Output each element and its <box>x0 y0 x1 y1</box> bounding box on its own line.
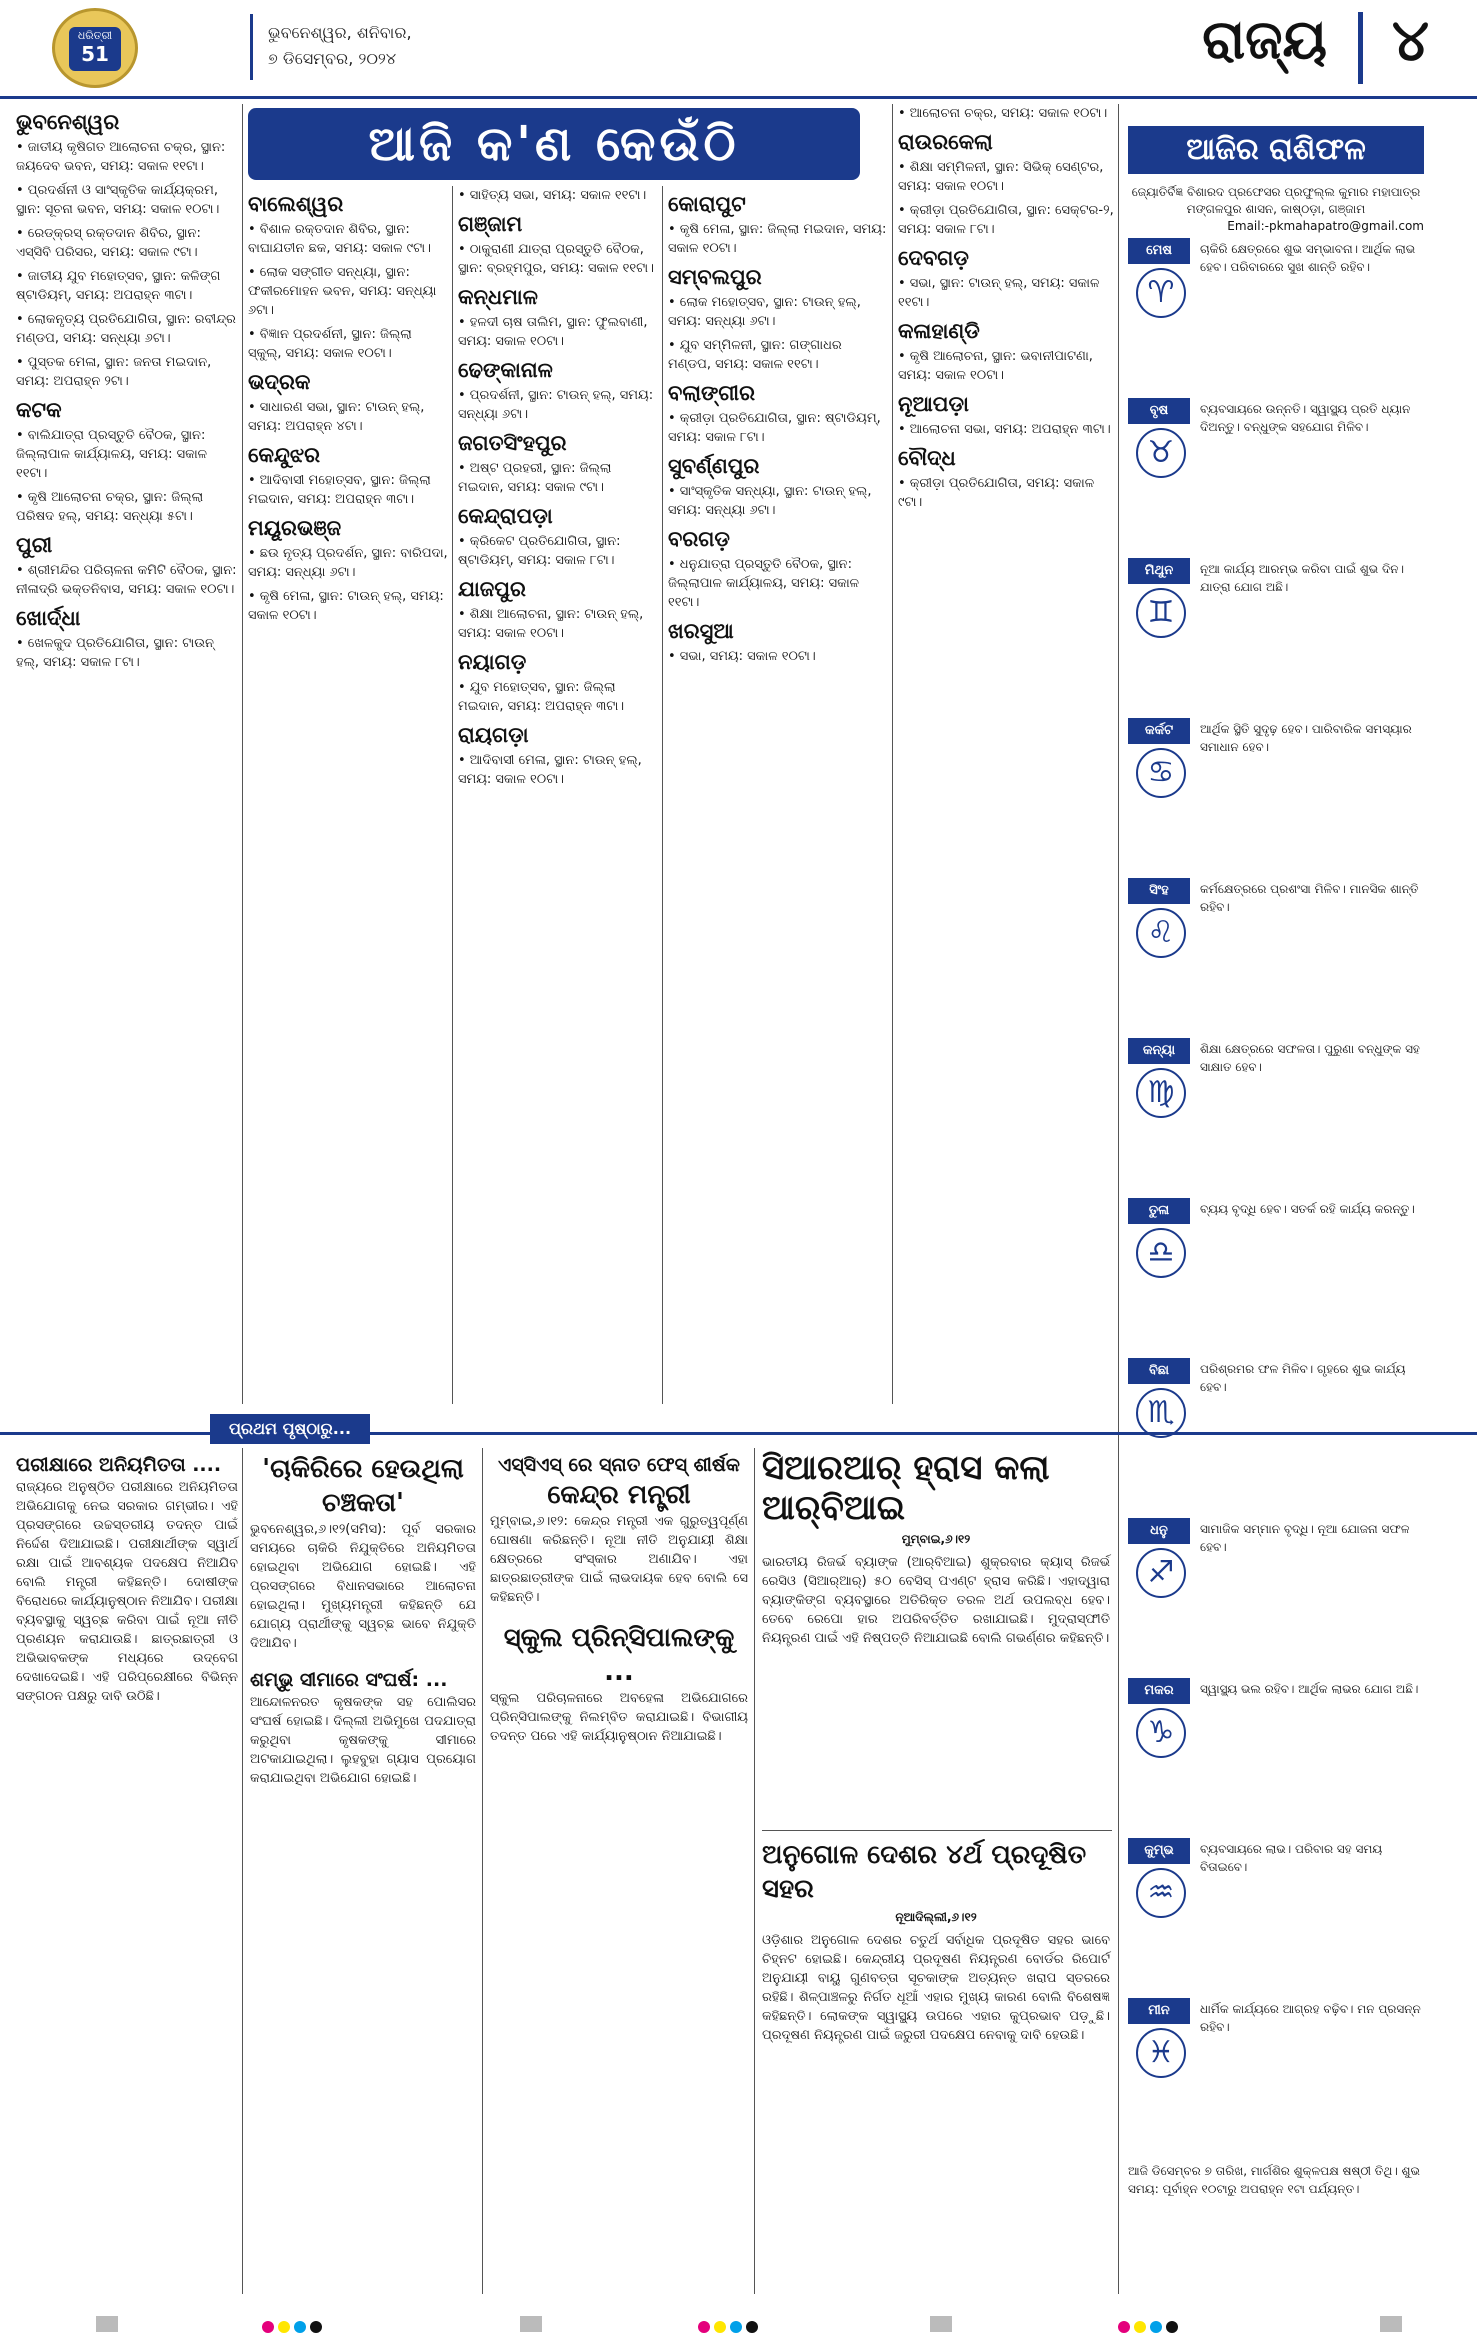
rashi-name: ବୃଷ <box>1128 398 1190 424</box>
event-listing: • କୃଷି ମେଳା, ସ୍ଥାନ: ଟାଉନ୍ ହଲ୍, ସମୟ: ସକାଳ ୧୦ଟା। <box>248 589 444 623</box>
story-exam-irregularity <box>16 1452 238 1706</box>
event-listing: • ଠାକୁରାଣୀ ଯାତ୍ରା ପ୍ରସ୍ତୁତି ବୈଠକ, ସ୍ଥାନ: ବ୍ରହ୍ମପୁର, ସମୟ: ସକାଳ ୧୧ଟା। <box>458 242 654 276</box>
event-listing: • ବିଜ୍ଞାନ ପ୍ରଦର୍ଶନୀ, ସ୍ଥାନ: ଜିଲ୍ଲା ସ୍କୁଲ୍, ସମୟ: ସକାଳ ୧୦ଟା। <box>248 327 412 361</box>
event-listing: • ସାହିତ୍ୟ ସଭା, ସମୟ: ସକାଳ ୧୧ଟା। <box>458 188 647 203</box>
district-heading: ଭଦ୍ରକ <box>248 370 311 394</box>
event-listing: • ପୁସ୍ତକ ମେଳା, ସ୍ଥାନ: ଜନତା ମଇଦାନ, ସମୟ: ଅପରାହ୍ନ ୨ଟା। <box>16 355 212 389</box>
section-title: ରାଜ୍ୟ <box>1202 8 1327 71</box>
date-line-1: ଭୁବନେଶ୍ୱର, ଶନିବାର, <box>268 23 412 42</box>
rashi-prediction: ବ୍ୟୟ ବୃଦ୍ଧି ହେବ। ସତର୍କ ରହି କାର୍ଯ୍ୟ କରନ୍ତୁ। <box>1200 1202 1415 1216</box>
event-listing: • ଆଲୋଚନା ସଭା, ସମୟ: ଅପରାହ୍ନ ୩ଟା। <box>898 422 1111 437</box>
district-heading: ନୟାଗଡ଼ <box>458 650 527 674</box>
story-union-minister <box>490 1452 748 1746</box>
event-listing: • ପ୍ରଦର୍ଶନୀ ଓ ସାଂସ୍କୃତିକ କାର୍ଯ୍ୟକ୍ରମ, ସ୍ଥାନ: ସୂଚନା ଭବନ, ସମୟ: ସକାଳ ୧୦ଟା। <box>16 183 220 217</box>
district-heading: ଭୁବନେଶ୍ୱର <box>16 110 120 134</box>
story-body: ଆନ୍ଦୋଳନରତ କୃଷକଙ୍କ ସହ ପୋଲିସର ସଂଘର୍ଷ ହୋଇଛି। ଦିଲ୍ଲୀ ଅଭିମୁଖେ ପଦଯାତ୍ରା କରୁଥିବା କୃଷକଙ୍କୁ ସୀମାରେ ଅଟକାଯାଇଥିଲା। ଲୁହବୁହା ଗ୍ୟାସ ପ୍ରୟୋଗ କରାଯାଇଥିବା ଅଭିଯୋଗ ହୋଇଛି। <box>250 1695 476 1786</box>
district-heading: ସୁବର୍ଣ୍ଣପୁର <box>668 454 760 478</box>
event-listing: • ସାଧାରଣ ସଭା, ସ୍ଥାନ: ଟାଉନ୍ ହଲ୍, ସମୟ: ଅପରାହ୍ନ ୪ଟା। <box>248 400 425 434</box>
district-heading: ଦେବଗଡ଼ <box>898 246 969 270</box>
story-headline: ସିଆରଆର୍ ହ୍ରାସ କଲା ଆର୍‌ବିଆଇ <box>762 1448 1050 1528</box>
event-listing: • ଆଲୋଚନା ଚକ୍ର, ସମୟ: ସକାଳ ୧୦ଟା। <box>898 106 1108 121</box>
rashi-prediction: ସ୍ୱାସ୍ଥ୍ୟ ଭଲ ରହିବ। ଆର୍ଥିକ ଲାଭର ଯୋଗ ଅଛି। <box>1200 1682 1419 1696</box>
story-headline: ପରୀକ୍ଷାରେ ଅନିୟମିତତା .... <box>16 1454 222 1476</box>
page-number: ୪ <box>1391 6 1429 74</box>
rashi-item <box>1128 1038 1424 1188</box>
zodiac-icon: ♓ <box>1136 2028 1186 2078</box>
district-heading: ବରଗଡ଼ <box>668 527 730 551</box>
column-rule <box>1118 104 1119 2294</box>
district-heading: କଳାହାଣ୍ଡି <box>898 319 980 343</box>
event-listing: • ଯୁବ ସମ୍ମିଳନୀ, ସ୍ଥାନ: ଗଙ୍ଗାଧର ମଣ୍ଡପ, ସମୟ: ସକାଳ ୧୧ଟା। <box>668 338 842 372</box>
cmyk-dots <box>262 2318 326 2337</box>
event-listing: • କୃଷି ମେଳା, ସ୍ଥାନ: ଜିଲ୍ଲା ମଇଦାନ, ସମୟ: ସକାଳ ୧୦ଟା। <box>668 222 887 256</box>
listings-column-3 <box>458 186 658 794</box>
story-dateline: ନୂଆଦିଲ୍ଲୀ,୬।୧୨ <box>895 1910 977 1924</box>
event-listing: • ଲୋକନୃତ୍ୟ ପ୍ରତିଯୋଗିତା, ସ୍ଥାନ: ରବୀନ୍ଦ୍ର ମଣ୍ଡପ, ସମୟ: ସନ୍ଧ୍ୟା ୬ଟା। <box>16 312 236 346</box>
listings-column-5 <box>898 104 1114 517</box>
zodiac-icon: ♏ <box>1136 1388 1186 1438</box>
rashi-name: ଧନୁ <box>1128 1518 1190 1544</box>
district-heading: ଢେଙ୍କାନାଳ <box>458 358 553 382</box>
event-listing: • ଆଦିବାସୀ ମେଳା, ସ୍ଥାନ: ଟାଉନ୍ ହଲ୍, ସମୟ: ସକାଳ ୧୦ଟା। <box>458 753 642 787</box>
story-job-fraud <box>250 1452 476 1788</box>
rashi-prediction: ଚାକିରି କ୍ଷେତ୍ରରେ ଶୁଭ ସମ୍ଭାବନା। ଆର୍ଥିକ ଲାଭ ହେବ। ପରିବାରରେ ସୁଖ ଶାନ୍ତି ରହିବ। <box>1200 242 1416 274</box>
rashi-item <box>1128 1198 1424 1348</box>
event-listing: • ଆଦିବାସୀ ମହୋତ୍ସବ, ସ୍ଥାନ: ଜିଲ୍ଲା ମଇଦାନ, ସମୟ: ଅପରାହ୍ନ ୩ଟା। <box>248 473 431 507</box>
district-heading: କେନ୍ଦ୍ରାପଡ଼ା <box>458 504 553 528</box>
event-listing: • ସାଂସ୍କୃତିକ ସନ୍ଧ୍ୟା, ସ୍ଥାନ: ଟାଉନ୍ ହଲ୍, ସମୟ: ସନ୍ଧ୍ୟା ୬ଟା। <box>668 484 872 518</box>
zodiac-icon: ♋ <box>1136 748 1186 798</box>
section-bar <box>1358 12 1363 84</box>
rashi-item <box>1128 1678 1424 1828</box>
rashi-name: ମୀନ <box>1128 1998 1190 2024</box>
column-rule <box>242 104 243 1404</box>
district-heading: ବାଲେଶ୍ୱର <box>248 192 344 216</box>
district-heading: ସମ୍ବଲପୁର <box>668 265 762 289</box>
zodiac-icon: ♉ <box>1136 428 1186 478</box>
event-listing: • ହଳଦୀ ଚାଷ ତାଲିମ, ସ୍ଥାନ: ଫୁଲବାଣୀ, ସମୟ: ସକାଳ ୧୦ଟା। <box>458 315 648 349</box>
rashi-name: କୁମ୍ଭ <box>1128 1838 1190 1864</box>
event-listing: • ବାଲିଯାତ୍ରା ପ୍ରସ୍ତୁତି ବୈଠକ, ସ୍ଥାନ: ଜିଲ୍ଲାପାଳ କାର୍ଯ୍ୟାଳୟ, ସମୟ: ସକାଳ ୧୧ଟା। <box>16 428 208 481</box>
event-listing: • ଛଉ ନୃତ୍ୟ ପ୍ରଦର୍ଶନ, ସ୍ଥାନ: ବାରିପଦା, ସମୟ: ସନ୍ଧ୍ୟା ୬ଟା। <box>248 546 448 580</box>
story-rule <box>762 1830 1112 1831</box>
story-body: ମୁମ୍ବାଇ,୬।୧୨: କେନ୍ଦ୍ର ମନ୍ତ୍ରୀ ଏକ ଗୁରୁତ୍ୱପୂର୍ଣ୍ଣ ଘୋଷଣା କରିଛନ୍ତି। ନୂଆ ନୀତି ଅନୁଯାୟୀ ଶିକ୍ଷା କ୍ଷେତ୍ରରେ ସଂସ୍କାର ଅଣାଯିବ। ଏହା ଛାତ୍ରଛାତ୍ରୀଙ୍କ ପାଇଁ ଲାଭଦାୟକ ହେବ ବୋଲି ସେ କହିଛନ୍ତି। <box>490 1514 748 1605</box>
event-listing: • କ୍ରୀଡ଼ା ପ୍ରତିଯୋଗିତା, ସ୍ଥାନ: ଷ୍ଟାଡିୟମ୍, ସମୟ: ସକାଳ ୮ଟା। <box>668 411 881 445</box>
event-listing: • ଖେଳକୁଦ ପ୍ରତିଯୋଗିତା, ସ୍ଥାନ: ଟାଉନ୍ ହଲ୍, ସମୟ: ସକାଳ ୮ଟା। <box>16 636 214 670</box>
front-page-continued-tag: ପ୍ରଥମ ପୃଷ୍ଠାରୁ... <box>210 1414 370 1444</box>
print-marks <box>0 2310 1477 2339</box>
astrologer-address: ମଙ୍ଗଳପୁର ଶାସନ, କାଷ୍ଠଡ଼ା, ଗଞ୍ଜାମ <box>1186 202 1366 216</box>
gray-patch <box>520 2316 542 2332</box>
story-headline: ସ୍କୁଲ ପ୍ରିନ୍ସିପାଲଙ୍କୁ ... <box>503 1623 735 1687</box>
event-listing: • କ୍ରିକେଟ ପ୍ରତିଯୋଗିତା, ସ୍ଥାନ: ଷ୍ଟାଡିୟମ୍, ସମୟ: ସକାଳ ୮ଟା। <box>458 534 621 568</box>
rashi-item <box>1128 1518 1424 1668</box>
rashifal-footer: ଆଜି ଡିସେମ୍ବର ୭ ତାରିଖ, ମାର୍ଗଶିର ଶୁକ୍ଳପକ୍ଷ ଷଷ୍ଠୀ ତିଥି। ଶୁଭ ସମୟ: ପୂର୍ବାହ୍ନ ୧୦ଟାରୁ ଅପରାହ୍ନ ୧ଟା ପର୍ଯ୍ୟନ୍ତ। <box>1128 2164 1420 2196</box>
district-heading: ରାଉରକେଲା <box>898 130 993 154</box>
column-rule <box>754 1448 755 2294</box>
district-heading: ବୌଦ୍ଧ <box>898 446 956 470</box>
rashi-item <box>1128 1998 1424 2148</box>
rashi-name: ସିଂହ <box>1128 878 1190 904</box>
district-heading: ରାୟଗଡ଼ା <box>458 723 529 747</box>
rashi-prediction: ଧାର୍ମିକ କାର୍ଯ୍ୟରେ ଆଗ୍ରହ ବଢ଼ିବ। ମନ ପ୍ରସନ୍ନ ରହିବ। <box>1200 2002 1421 2034</box>
event-listing: • ଜାତୀୟ ଯୁବ ମହୋତ୍ସବ, ସ୍ଥାନ: କଳିଙ୍ଗ ଷ୍ଟାଡିୟମ୍, ସମୟ: ଅପରାହ୍ନ ୩ଟା। <box>16 269 221 303</box>
story-subhead: କେନ୍ଦ୍ର ମନ୍ତ୍ରୀ <box>547 1480 691 1510</box>
rashi-name: ତୁଳା <box>1128 1198 1190 1224</box>
story-headline: ଏସ୍‌ସିଏସ୍ ରେ ସ୍ନାତ ଫେସ୍ ଶୀର୍ଷକ <box>498 1454 740 1476</box>
rashi-name: ମେଷ <box>1128 238 1190 264</box>
event-listing: • ଜାତୀୟ କୃଷିଗତ ଆଲୋଚନା ଚକ୍ର, ସ୍ଥାନ: ଜୟଦେବ ଭବନ, ସମୟ: ସକାଳ ୧୧ଟା। <box>16 140 226 174</box>
district-heading: ନୂଆପଡ଼ା <box>898 392 969 416</box>
cmyk-dots <box>698 2318 762 2337</box>
rashi-item <box>1128 398 1424 548</box>
rashi-prediction: କର୍ମକ୍ଷେତ୍ରରେ ପ୍ରଶଂସା ମିଳିବ। ମାନସିକ ଶାନ୍ତି ରହିବ। <box>1200 882 1419 914</box>
rashi-prediction: ଶିକ୍ଷା କ୍ଷେତ୍ରରେ ସଫଳତା। ପୁରୁଣା ବନ୍ଧୁଙ୍କ ସହ ସାକ୍ଷାତ ହେବ। <box>1200 1042 1420 1074</box>
story-body: ରାଜ୍ୟରେ ଅନୁଷ୍ଠିତ ପରୀକ୍ଷାରେ ଅନିୟମିତତା ଅଭିଯୋଗକୁ ନେଇ ସରକାର ଗମ୍ଭୀର। ଏହି ପ୍ରସଙ୍ଗରେ ଉଚ୍ଚସ୍ତରୀୟ ତଦନ୍ତ ପାଇଁ ନିର୍ଦ୍ଦେଶ ଦିଆଯାଇଛି। ପରୀକ୍ଷାର୍ଥୀଙ୍କ ସ୍ୱାର୍ଥ ରକ୍ଷା ପାଇଁ ଆବଶ୍ୟକ ପଦକ୍ଷେପ ନିଆଯିବ ବୋଲି ମନ୍ତ୍ରୀ କହିଛନ୍ତି। ଦୋଷୀଙ୍କ ବିରୋଧରେ କାର୍ଯ୍ୟାନୁଷ୍ଠାନ ନିଆଯିବ। ପରୀକ୍ଷା ବ୍ୟବସ୍ଥାକୁ ସ୍ୱଚ୍ଛ କରିବା ପାଇଁ ନୂଆ ନୀତି ପ୍ରଣୟନ କରାଯାଉଛି। ଛାତ୍ରଛାତ୍ରୀ ଓ ଅଭିଭାବକଙ୍କ ମଧ୍ୟରେ ଉଦ୍‌ବେଗ ଦେଖାଦେଇଛି। ଏହି ପରିପ୍ରେକ୍ଷୀରେ ବିଭିନ୍ନ ସଙ୍ଗଠନ ପକ୍ଷରୁ ଦାବି ଉଠିଛି। <box>16 1480 238 1704</box>
rashi-item <box>1128 878 1424 1028</box>
event-listing: • ପ୍ରଦର୍ଶନୀ, ସ୍ଥାନ: ଟାଉନ୍ ହଲ୍, ସମୟ: ସନ୍ଧ୍ୟା ୬ଟା। <box>458 388 654 422</box>
event-listing: • ଧନୁଯାତ୍ରା ପ୍ରସ୍ତୁତି ବୈଠକ, ସ୍ଥାନ: ଜିଲ୍ଲାପାଳ କାର୍ଯ୍ୟାଳୟ, ସମୟ: ସକାଳ ୧୧ଟା। <box>668 557 860 610</box>
story-headline: ଅନୁଗୋଳ ଦେଶର ୪ର୍ଥ ପ୍ରଦୂଷିତ ସହର <box>762 1840 1087 1904</box>
district-heading: କଟକ <box>16 398 62 422</box>
district-heading: ମୟୂରଭଞ୍ଜ <box>248 516 342 540</box>
story-headline: ଶମ୍ଭୁ ସୀମାରେ ସଂଘର୍ଷ: ... <box>250 1669 448 1691</box>
rashifal-astrologer-block <box>1128 184 1424 235</box>
event-listing: • ଅଷ୍ଟ ପ୍ରହରୀ, ସ୍ଥାନ: ଜିଲ୍ଲା ମଇଦାନ, ସମୟ: ସକାଳ ୯ଟା। <box>458 461 612 495</box>
district-heading: ଖରସୁଆ <box>668 619 734 643</box>
cmyk-dots <box>1118 2318 1182 2337</box>
gray-patch <box>96 2316 118 2332</box>
listings-banner: ଆଜି କ'ଣ କେଉଁଠି <box>248 108 860 180</box>
zodiac-icon: ♐ <box>1136 1548 1186 1598</box>
story-body: ଭୁବନେଶ୍ୱର,୬।୧୨(ସମିସ): ପୂର୍ବ ସରକାର ସମୟରେ ଚାକିରି ନିଯୁକ୍ତିରେ ଅନିୟମିତତା ହୋଇଥିବା ଅଭିଯୋଗ ହୋଇଛି। ଏହି ପ୍ରସଙ୍ଗରେ ବିଧାନସଭାରେ ଆଲୋଚନା ହୋଇଥିଲା। ମୁଖ୍ୟମନ୍ତ୍ରୀ କହିଛନ୍ତି ଯେ ଯୋଗ୍ୟ ପ୍ରାର୍ଥୀଙ୍କୁ ସ୍ୱଚ୍ଛ ଭାବେ ନିଯୁକ୍ତି ଦିଆଯିବ। <box>250 1522 476 1651</box>
anniversary-logo <box>52 8 138 88</box>
column-rule <box>482 1448 483 2294</box>
column-rule <box>892 104 893 1404</box>
rashi-prediction: ବ୍ୟବସାୟରେ ଲାଭ। ପରିବାର ସହ ସମୟ ବିତାଇବେ। <box>1200 1842 1383 1874</box>
rashi-name: କନ୍ୟା <box>1128 1038 1190 1064</box>
masthead-separator <box>250 14 253 80</box>
rashi-prediction: ଆର୍ଥିକ ସ୍ଥିତି ସୁଦୃଢ଼ ହେବ। ପାରିବାରିକ ସମସ୍ୟାର ସମାଧାନ ହେବ। <box>1200 722 1412 754</box>
astrologer-name: ଜ୍ୟୋତିର୍ବିଜ୍ଞ ବିଶାରଦ ପ୍ରଫେସର ପ୍ରଫୁଲ୍ଲ କୁମାର ମହାପାତ୍ର <box>1131 185 1421 199</box>
logo-years: 51 <box>81 42 109 66</box>
story-rbi-crr <box>762 1448 1110 1648</box>
district-heading: ଜଗତସିଂହପୁର <box>458 431 567 455</box>
event-listing: • ଲୋକ ସଙ୍ଗୀତ ସନ୍ଧ୍ୟା, ସ୍ଥାନ: ଫକୀରମୋହନ ଭବନ, ସମୟ: ସନ୍ଧ୍ୟା ୬ଟା। <box>248 265 437 318</box>
rashi-name: ମକର <box>1128 1678 1190 1704</box>
listings-column-2 <box>248 186 448 630</box>
event-listing: • ଶିକ୍ଷା ସମ୍ମିଳନୀ, ସ୍ଥାନ: ସିଭିକ୍ ସେଣ୍ଟର, ସମୟ: ସକାଳ ୧୦ଟା। <box>898 160 1104 194</box>
rashi-prediction: ସାମାଜିକ ସମ୍ମାନ ବୃଦ୍ଧି। ନୂଆ ଯୋଜନା ସଫଳ ହେବ। <box>1200 1522 1410 1554</box>
masthead-date <box>268 20 412 72</box>
story-angul-pollution <box>762 1838 1110 2045</box>
astrologer-email: Email:-pkmahapatro@gmail.com <box>1227 219 1424 233</box>
event-listing: • ଯୁବ ମହୋତ୍ସବ, ସ୍ଥାନ: ଜିଲ୍ଲା ମଇଦାନ, ସମୟ: ଅପରାହ୍ନ ୩ଟା। <box>458 680 625 714</box>
event-listing: • ସଭା, ସମୟ: ସକାଳ ୧୦ଟା। <box>668 649 816 664</box>
zodiac-icon: ♈ <box>1136 268 1186 318</box>
rashi-item <box>1128 558 1424 708</box>
event-listing: • ବିଶାଳ ରକ୍ତଦାନ ଶିବିର, ସ୍ଥାନ: ବାଘାଯତୀନ ଛକ, ସମୟ: ସକାଳ ୯ଟା। <box>248 222 431 256</box>
rashi-name: ମିଥୁନ <box>1128 558 1190 584</box>
column-rule <box>452 186 453 1404</box>
listings-column-1 <box>16 104 238 677</box>
district-heading: ଗଞ୍ଜାମ <box>458 212 523 236</box>
listings-column-4 <box>668 186 888 671</box>
district-heading: ଖୋର୍ଦ୍ଧା <box>16 606 81 630</box>
district-heading: ଯାଜପୁର <box>458 577 526 601</box>
rashi-prediction: ପରିଶ୍ରମର ଫଳ ମିଳିବ। ଗୃହରେ ଶୁଭ କାର୍ଯ୍ୟ ହେବ। <box>1200 1362 1406 1394</box>
gray-patch <box>1380 2316 1402 2332</box>
story-body: ସ୍କୁଲ ପରିଚାଳନାରେ ଅବହେଳା ଅଭିଯୋଗରେ ପ୍ରିନ୍ସିପାଲଙ୍କୁ ନିଲମ୍ବିତ କରାଯାଇଛି। ବିଭାଗୀୟ ତଦନ୍ତ ପରେ ଏହି କାର୍ଯ୍ୟାନୁଷ୍ଠାନ ନିଆଯାଇଛି। <box>490 1691 748 1744</box>
story-dateline: ମୁମ୍ବାଇ,୬।୧୨ <box>901 1532 971 1546</box>
event-listing: • କୃଷି ଆଲୋଚନା ଚକ୍ର, ସ୍ଥାନ: ଜିଲ୍ଲା ପରିଷଦ ହଲ୍, ସମୟ: ସନ୍ଧ୍ୟା ୫ଟା। <box>16 490 204 524</box>
event-listing: • କ୍ରୀଡ଼ା ପ୍ରତିଯୋଗିତା, ସମୟ: ସକାଳ ୯ଟା। <box>898 476 1095 510</box>
district-heading: ବଲାଙ୍ଗୀର <box>668 381 755 405</box>
rashi-prediction: ବ୍ୟବସାୟରେ ଉନ୍ନତି। ସ୍ୱାସ୍ଥ୍ୟ ପ୍ରତି ଧ୍ୟାନ ଦିଅନ୍ତୁ। ବନ୍ଧୁଙ୍କ ସହଯୋଗ ମିଳିବ। <box>1200 402 1411 434</box>
story-body: ଓଡ଼ିଶାର ଅନୁଗୋଳ ଦେଶର ଚତୁର୍ଥ ସର୍ବାଧିକ ପ୍ରଦୂଷିତ ସହର ଭାବେ ଚିହ୍ନଟ ହୋଇଛି। କେନ୍ଦ୍ରୀୟ ପ୍ରଦୂଷଣ ନିୟନ୍ତ୍ରଣ ବୋର୍ଡର ରିପୋର୍ଟ ଅନୁଯାୟୀ ବାୟୁ ଗୁଣବତ୍ତା ସୂଚକାଙ୍କ ଅତ୍ୟନ୍ତ ଖରାପ ସ୍ତରରେ ରହିଛି। ଶିଳ୍ପାଞ୍ଚଳରୁ ନିର୍ଗତ ଧୂଆଁ ଏହାର ମୁଖ୍ୟ କାରଣ ବୋଲି ବିଶେଷଜ୍ଞ କହିଛନ୍ତି। ଲୋକଙ୍କ ସ୍ୱାସ୍ଥ୍ୟ ଉପରେ ଏହାର କୁପ୍ରଭାବ ପଡ଼ୁଛି। ପ୍ରଦୂଷଣ ନିୟନ୍ତ୍ରଣ ପାଇଁ ଜରୁରୀ ପଦକ୍ଷେପ ନେବାକୁ ଦାବି ହେଉଛି। <box>762 1933 1110 2043</box>
rashi-name: ବିଛା <box>1128 1358 1190 1384</box>
masthead <box>0 0 1477 99</box>
rashi-name: କର୍କଟ <box>1128 718 1190 744</box>
logo-name: ଧରିତ୍ରୀ <box>77 29 113 42</box>
zodiac-icon: ♑ <box>1136 1708 1186 1758</box>
story-body: ଭାରତୀୟ ରିଜର୍ଭ ବ୍ୟାଙ୍କ (ଆର୍‌ବିଆଇ) ଶୁକ୍ରବାର କ୍ୟାସ୍ ରିଜର୍ଭ ରେସିଓ (ସିଆର୍‌ଆର୍) ୫୦ ବେସିସ୍ ପଏଣ୍ଟ ହ୍ରାସ କରିଛି। ଏହାଦ୍ୱାରା ବ୍ୟାଙ୍କିଙ୍ଗ ବ୍ୟବସ୍ଥାରେ ଅତିରିକ୍ତ ତରଳ ଅର୍ଥ ଉପଲବ୍ଧ ହେବ। ତେବେ ରେପୋ ହାର ଅପରିବର୍ତ୍ତିତ ରଖାଯାଇଛି। ମୁଦ୍ରାସ୍ଫୀତି ନିୟନ୍ତ୍ରଣ ପାଇଁ ଏହି ନିଷ୍ପତ୍ତି ନିଆଯାଇଛି ବୋଲି ଗଭର୍ଣ୍ଣର କହିଛନ୍ତି। <box>762 1555 1110 1646</box>
event-listing: • କୃଷି ଆଲୋଚନା, ସ୍ଥାନ: ଭବାନୀପାଟଣା, ସମୟ: ସକାଳ ୧୦ଟା। <box>898 349 1093 383</box>
rashi-item <box>1128 1838 1424 1988</box>
rashi-prediction: ନୂଆ କାର୍ଯ୍ୟ ଆରମ୍ଭ କରିବା ପାଇଁ ଶୁଭ ଦିନ। ଯାତ୍ରା ଯୋଗ ଅଛି। <box>1200 562 1404 594</box>
district-heading: ପୁରୀ <box>16 533 53 557</box>
zodiac-icon: ♎ <box>1136 1228 1186 1278</box>
event-listing: • ଶିକ୍ଷା ଆଲୋଚନା, ସ୍ଥାନ: ଟାଉନ୍ ହଲ୍, ସମୟ: ସକାଳ ୧୦ଟା। <box>458 607 644 641</box>
event-listing: • ଲୋକ ମହୋତ୍ସବ, ସ୍ଥାନ: ଟାଉନ୍ ହଲ୍, ସମୟ: ସନ୍ଧ୍ୟା ୬ଟା। <box>668 295 861 329</box>
district-heading: କୋରାପୁଟ <box>668 192 746 216</box>
district-heading: କେନ୍ଦୁଝର <box>248 443 321 467</box>
event-listing: • ରେଡ୍‌କ୍ରସ୍ ରକ୍ତଦାନ ଶିବିର, ସ୍ଥାନ: ଏସ୍‌ସିବି ପରିସର, ସମୟ: ସକାଳ ୯ଟା। <box>16 226 201 260</box>
rashi-item <box>1128 238 1424 388</box>
event-listing: • ସଭା, ସ୍ଥାନ: ଟାଉନ୍ ହଲ୍, ସମୟ: ସକାଳ ୧୧ଟା। <box>898 276 1100 310</box>
rashifal-title: ଆଜିର ରାଶିଫଳ <box>1128 126 1424 174</box>
zodiac-icon: ♍ <box>1136 1068 1186 1118</box>
column-rule <box>242 1448 243 2294</box>
date-line-2: ୭ ଡିସେମ୍ବର, ୨୦୨୪ <box>268 49 397 68</box>
event-listing: • ଶ୍ରୀମନ୍ଦିର ପରିଚାଳନା କମିଟି ବୈଠକ, ସ୍ଥାନ: ନୀଳାଦ୍ରି ଭକ୍ତନିବାସ, ସମୟ: ସକାଳ ୧୦ଟା। <box>16 563 237 597</box>
zodiac-icon: ♒ <box>1136 1868 1186 1918</box>
district-heading: କନ୍ଧମାଳ <box>458 285 538 309</box>
rashi-item <box>1128 718 1424 868</box>
zodiac-icon: ♌ <box>1136 908 1186 958</box>
column-rule <box>662 186 663 1404</box>
gray-patch <box>930 2316 952 2332</box>
event-listing: • କ୍ରୀଡ଼ା ପ୍ରତିଯୋଗିତା, ସ୍ଥାନ: ସେକ୍ଟର-୨, ସମୟ: ସକାଳ ୮ଟା। <box>898 203 1114 237</box>
zodiac-icon: ♊ <box>1136 588 1186 638</box>
story-headline: 'ଚାକିରିରେ ହେଉଥିଲା ଚଞ୍ଚକତା' <box>262 1454 464 1518</box>
